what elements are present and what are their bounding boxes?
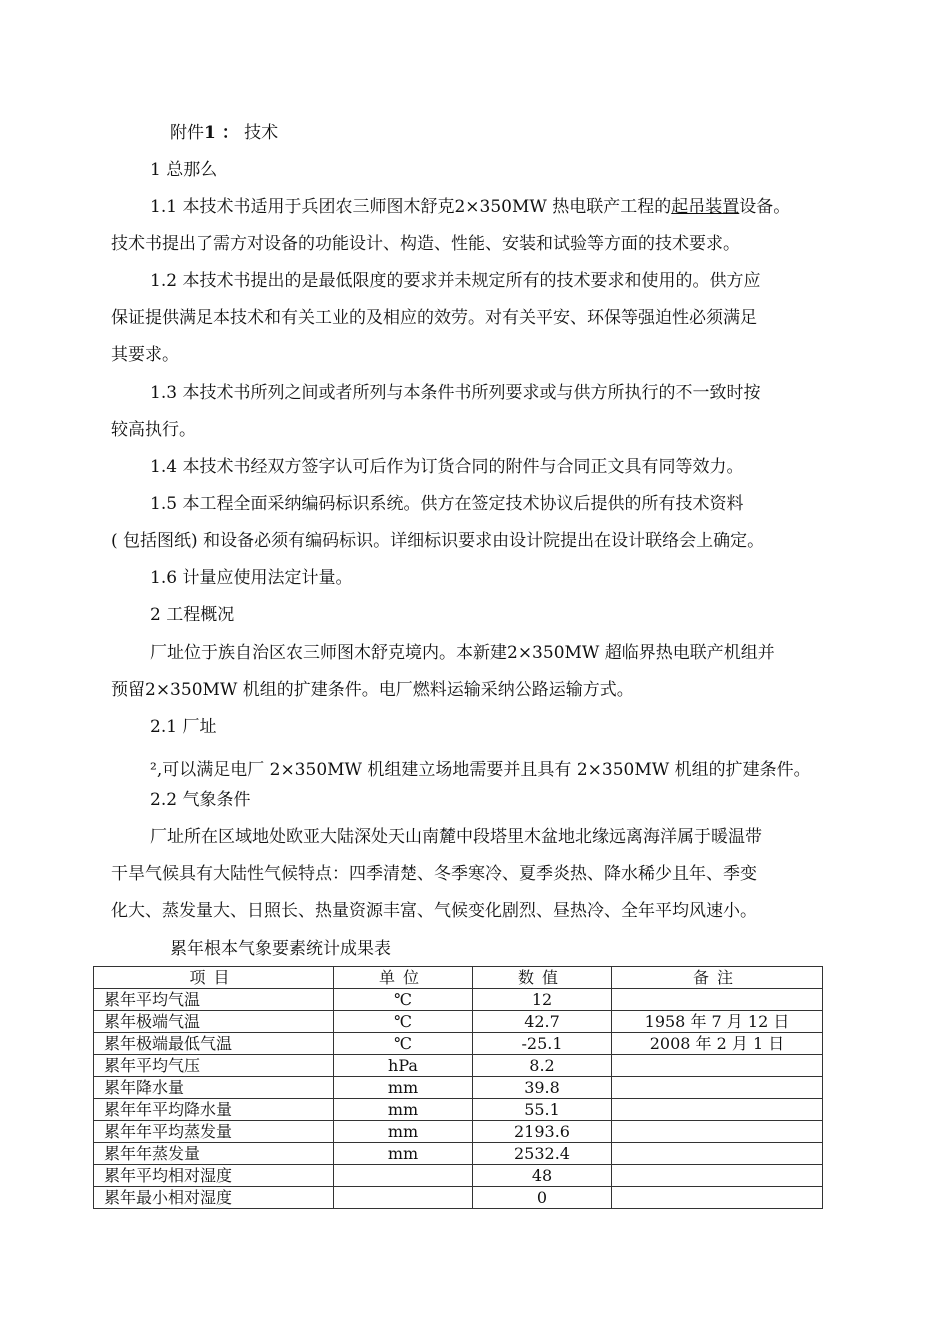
paragraph-2-2-line-2: 干旱气候具有大陆性气候特点：四季清楚、冬季寒冷、夏季炎热、降水稀少且年、季变 xyxy=(111,864,757,884)
paragraph-1-2-line-2: 保证提供满足本技术和有关工业的及相应的效劳。对有关平安、环保等强迫性必须满足 xyxy=(111,308,757,328)
cell-item: 累年极端气温 xyxy=(94,1011,334,1033)
cell-unit: mm xyxy=(334,1099,473,1121)
attachment-title xyxy=(170,122,278,144)
table-row xyxy=(94,1143,823,1165)
section-2-1-heading: 2.1 厂址 xyxy=(150,717,217,737)
paragraph-1-1-line-1 xyxy=(150,196,790,218)
table-row xyxy=(94,1099,823,1121)
cell-unit: ℃ xyxy=(334,1033,473,1055)
table-row xyxy=(94,989,823,1011)
cell-value: 42.7 xyxy=(473,1011,612,1033)
paragraph-2-1: ²,可以满足电厂 2×350MW 机组建立场地需要并且具有 2×350MW 机组的扩建条件。 xyxy=(150,760,811,780)
paragraph-1-3-line-2: 较高执行。 xyxy=(111,420,196,440)
cell-remark xyxy=(612,989,823,1011)
header-value: 数值 xyxy=(473,967,612,989)
cell-unit: mm xyxy=(334,1121,473,1143)
cell-item: 累年平均相对湿度 xyxy=(94,1165,334,1187)
paragraph-1-5-line-2: ( 包括图纸) 和设备必须有编码标识。详细标识要求由设计院提出在设计联络会上确定。 xyxy=(111,531,765,551)
cell-unit xyxy=(334,1165,473,1187)
cell-item: 累年年平均蒸发量 xyxy=(94,1121,334,1143)
table-row xyxy=(94,1055,823,1077)
cell-remark xyxy=(612,1143,823,1165)
cell-remark xyxy=(612,1099,823,1121)
section-1-heading: 1 总那么 xyxy=(150,160,218,180)
paragraph-2-line-1: 厂址位于族自治区农三师图木舒克境内。本新建2×350MW 超临界热电联产机组并 xyxy=(150,643,775,663)
table-row xyxy=(94,1011,823,1033)
cell-value: 12 xyxy=(473,989,612,1011)
cell-unit: mm xyxy=(334,1143,473,1165)
cell-unit: ℃ xyxy=(334,1011,473,1033)
table-row xyxy=(94,1121,823,1143)
paragraph-2-2-line-3: 化大、蒸发量大、日照长、热量资源丰富、气候变化剧烈、昼热冷、全年平均风速小。 xyxy=(111,901,757,921)
cell-value: 48 xyxy=(473,1165,612,1187)
table-row xyxy=(94,1077,823,1099)
table-header-row xyxy=(94,967,823,989)
paragraph-1-3-line-1: 1.3 本技术书所列之间或者所列与本条件书所列要求或与供方所执行的不一致时按 xyxy=(150,383,761,403)
cell-item: 累年年蒸发量 xyxy=(94,1143,334,1165)
cell-unit: mm xyxy=(334,1077,473,1099)
weather-statistics-table xyxy=(93,966,823,1209)
cell-value: 55.1 xyxy=(473,1099,612,1121)
cell-unit xyxy=(334,1187,473,1209)
section-2-heading: 2 工程概况 xyxy=(150,605,235,625)
cell-item: 累年最小相对湿度 xyxy=(94,1187,334,1209)
cell-remark: 2008 年 2 月 1 日 xyxy=(612,1033,823,1055)
attachment-title-number: 1 ： xyxy=(204,123,239,143)
cell-remark xyxy=(612,1187,823,1209)
table-row xyxy=(94,1033,823,1055)
table-row xyxy=(94,1187,823,1209)
paragraph-1-1-text-end: 设备。 xyxy=(739,197,791,217)
paragraph-1-4: 1.4 本技术书经双方签字认可后作为订货合同的附件与合同正文具有同等效力。 xyxy=(150,457,744,477)
attachment-title-prefix: 附件 xyxy=(170,123,204,143)
cell-item: 累年平均气温 xyxy=(94,989,334,1011)
cell-remark xyxy=(612,1055,823,1077)
cell-remark: 1958 年 7 月 12 日 xyxy=(612,1011,823,1033)
cell-item: 累年极端最低气温 xyxy=(94,1033,334,1055)
cell-value: 2193.6 xyxy=(473,1121,612,1143)
paragraph-2-line-2: 预留2×350MW 机组的扩建条件。电厂燃料运输采纳公路运输方式。 xyxy=(111,680,634,700)
cell-value: -25.1 xyxy=(473,1033,612,1055)
attachment-title-suffix: 技术 xyxy=(244,123,279,143)
cell-remark xyxy=(612,1121,823,1143)
cell-item: 累年平均气压 xyxy=(94,1055,334,1077)
paragraph-2-2-line-1: 厂址所在区域地处欧亚大陆深处天山南麓中段塔里木盆地北缘远离海洋属于暖温带 xyxy=(150,827,762,847)
paragraph-1-1-text: 1.1 本技术书适用于兵团农三师图木舒克2×350MW 热电联产工程的 xyxy=(150,197,672,217)
table-caption: 累年根本气象要素统计成果表 xyxy=(170,939,391,959)
paragraph-1-2-line-1: 1.2 本技术书提出的是最低限度的要求并未规定所有的技术要求和使用的。供方应 xyxy=(150,271,761,291)
cell-item: 累年年平均降水量 xyxy=(94,1099,334,1121)
header-remark: 备注 xyxy=(612,967,823,989)
paragraph-1-2-line-3: 其要求。 xyxy=(111,345,179,365)
underlined-term: 起吊装置 xyxy=(671,197,740,217)
cell-remark xyxy=(612,1077,823,1099)
table-row xyxy=(94,1165,823,1187)
paragraph-1-1-line-2: 技术书提出了需方对设备的功能设计、构造、性能、安装和试验等方面的技术要求。 xyxy=(111,234,740,254)
cell-unit: hPa xyxy=(334,1055,473,1077)
cell-item: 累年降水量 xyxy=(94,1077,334,1099)
header-item: 项目 xyxy=(94,967,334,989)
cell-unit: ℃ xyxy=(334,989,473,1011)
cell-value: 39.8 xyxy=(473,1077,612,1099)
paragraph-1-5-line-1: 1.5 本工程全面采纳编码标识系统。供方在签定技术协议后提供的所有技术资料 xyxy=(150,494,744,514)
cell-value: 2532.4 xyxy=(473,1143,612,1165)
cell-value: 8.2 xyxy=(473,1055,612,1077)
paragraph-1-6: 1.6 计量应使用法定计量。 xyxy=(150,568,353,588)
header-unit: 单位 xyxy=(334,967,473,989)
cell-value: 0 xyxy=(473,1187,612,1209)
section-2-2-heading: 2.2 气象条件 xyxy=(150,790,251,810)
cell-remark xyxy=(612,1165,823,1187)
